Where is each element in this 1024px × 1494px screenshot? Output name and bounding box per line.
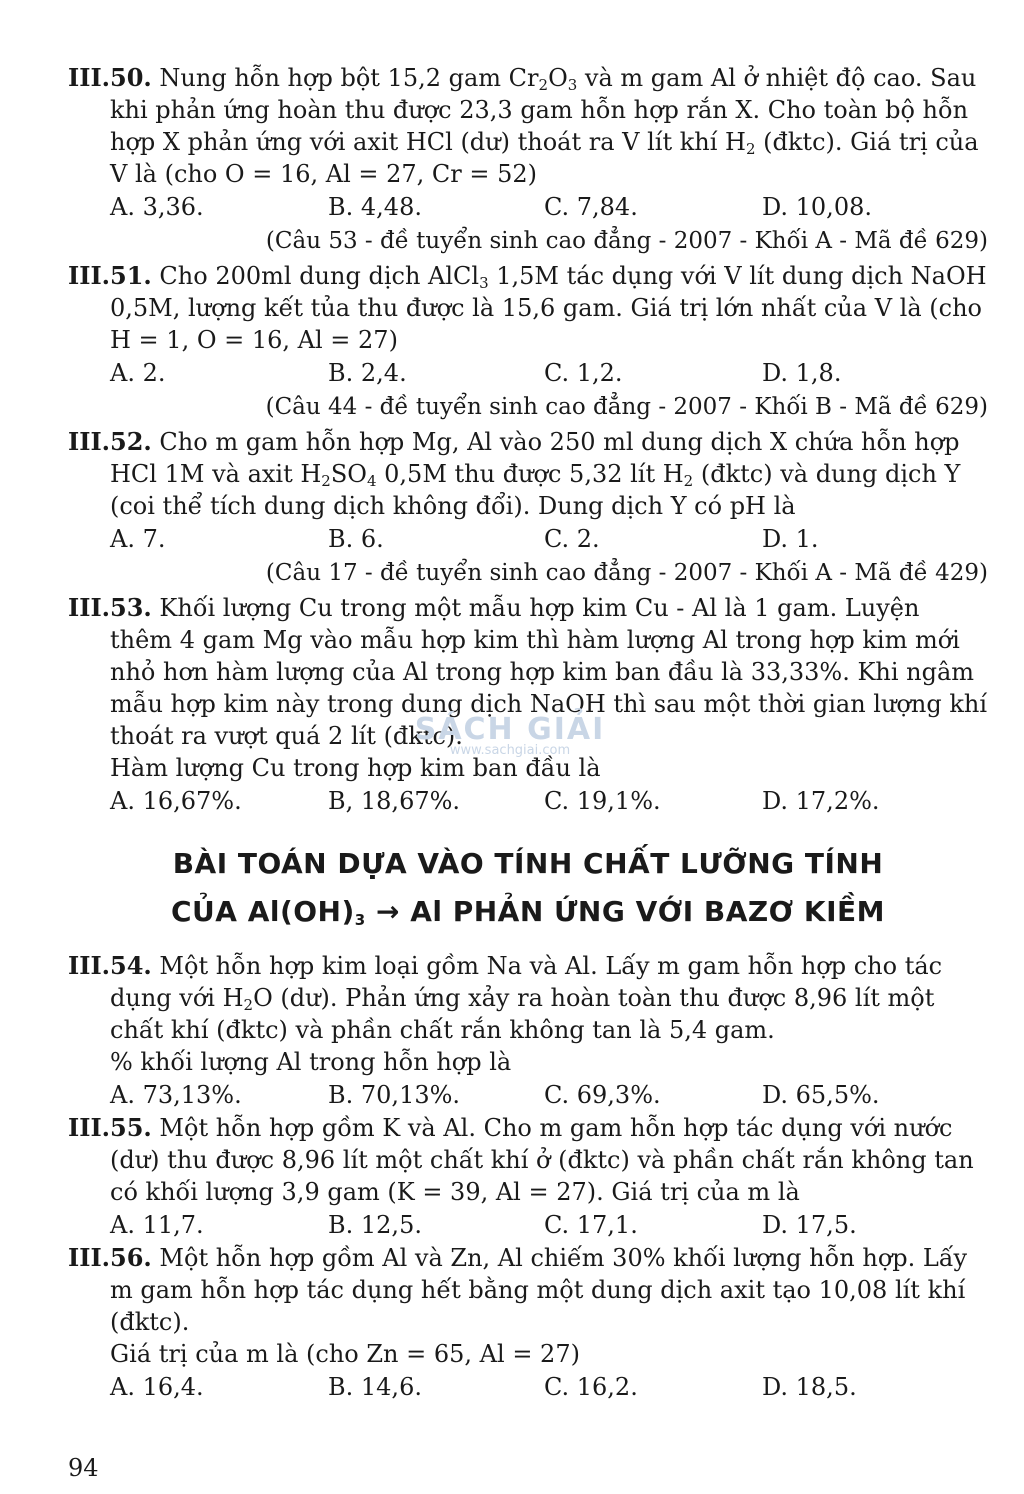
option-b: B. 4,48. bbox=[328, 193, 422, 221]
option-a: A. 7. bbox=[110, 525, 166, 553]
question-52-text: III.52. Cho m gam hỗn hợp Mg, Al vào 250 ml dung dịch X chứa hỗn hợp HCl 1M và axit $H_2SO_4$ 0,5M thu được 5,32 lít $H_2$ (đktc) và dung dịch Y (coi thể tích dung dịch không đổi). Dung dịch Y có pH là bbox=[68, 427, 961, 520]
option-d: D. 1,8. bbox=[762, 359, 842, 387]
option-b: B. 14,6. bbox=[328, 1373, 422, 1401]
option-d: D. 65,5%. bbox=[762, 1081, 880, 1109]
option-a: A. 3,36. bbox=[110, 193, 204, 221]
question-54-prompt: % khối lượng Al trong hỗn hợp là bbox=[110, 1048, 512, 1076]
option-c: C. 69,3%. bbox=[544, 1081, 661, 1109]
question-56-text: III.56. Một hỗn hợp gồm Al và Zn, Al chiếm 30% khối lượng hỗn hợp. Lấy m gam hỗn hợp tác dụng hết bằng một dung dịch axit tạo 10,08 lít khí (đktc). bbox=[68, 1243, 968, 1336]
question-56-prompt: Giá trị của m là (cho Zn = 65, Al = 27) bbox=[110, 1340, 580, 1368]
option-b: B. 70,13%. bbox=[328, 1081, 461, 1109]
question-55-options bbox=[68, 1208, 988, 1242]
option-b: B. 2,4. bbox=[328, 359, 407, 387]
question-55-text: III.55. Một hỗn hợp gồm K và Al. Cho m gam hỗn hợp tác dụng với nước (dư) thu được 8,96 lít một chất khí ở (đktc) và phần chất rắn không tan có khối lượng 3,9 gam (K = 39, Al = 27). Giá trị của m là bbox=[68, 1113, 974, 1206]
page-content bbox=[68, 62, 988, 1404]
question-52-number: III.52. bbox=[68, 427, 152, 456]
option-b: B. 12,5. bbox=[328, 1211, 422, 1239]
question-52-source: (Câu 17 - đề tuyển sinh cao đẳng - 2007 - Khối A - Mã đề 429) bbox=[265, 560, 988, 586]
question-56 bbox=[68, 1242, 988, 1370]
question-54-options bbox=[68, 1078, 988, 1112]
question-53 bbox=[68, 592, 988, 784]
option-c: C. 17,1. bbox=[544, 1211, 638, 1239]
option-d: D. 1. bbox=[762, 525, 819, 553]
question-50-number: III.50. bbox=[68, 63, 152, 92]
option-b: B. 6. bbox=[328, 525, 384, 553]
question-51-options bbox=[68, 356, 988, 390]
question-55-number: III.55. bbox=[68, 1113, 152, 1142]
option-d: D. 10,08. bbox=[762, 193, 872, 221]
question-51-text: III.51. Cho 200ml dung dịch AlCl$_3$ 1,5M tác dụng với V lít dung dịch NaOH 0,5M, lượng kết tủa thu được là 15,6 gam. Giá trị lớn nhất của V là (cho H = 1, O = 16, Al = 27) bbox=[68, 261, 987, 354]
question-53-text: III.53. Khối lượng Cu trong một mẫu hợp kim Cu - Al là 1 gam. Luyện thêm 4 gam Mg vào mẫu hợp kim thì hàm lượng Al trong hợp kim mới nhỏ hơn hàm lượng của Al trong hợp kim ban đầu là 33,33%. Khi ngâm mẫu hợp kim này trong dung dịch NaOH thì sau một thời gian lượng khí thoát ra vượt quá 2 lít (đktc). bbox=[68, 593, 987, 750]
option-c: C. 19,1%. bbox=[544, 787, 661, 815]
section-heading-line-1: BÀI TOÁN DỰA VÀO TÍNH CHẤT LƯỠNG TÍNH bbox=[172, 847, 884, 880]
section-heading-line-2: CỦA $Al(OH)_3 \to Al$ PHẢN ỨNG VỚI BAZƠ KIỀM bbox=[170, 895, 885, 929]
option-d: D. 17,5. bbox=[762, 1211, 857, 1239]
option-a: A. 16,67%. bbox=[110, 787, 242, 815]
option-c: C. 16,2. bbox=[544, 1373, 638, 1401]
option-d: D. 17,2%. bbox=[762, 787, 880, 815]
watermark-logo: SÁCH GIẢI bbox=[414, 712, 606, 747]
question-51 bbox=[68, 260, 988, 356]
watermark-url: www.sachgiai.com bbox=[449, 743, 571, 758]
page-number: 94 bbox=[68, 1454, 99, 1482]
option-d: D. 18,5. bbox=[762, 1373, 857, 1401]
option-a: A. 11,7. bbox=[110, 1211, 204, 1239]
question-56-options bbox=[68, 1370, 988, 1404]
option-a: A. 16,4. bbox=[110, 1373, 204, 1401]
question-53-number: III.53. bbox=[68, 593, 152, 622]
option-c: C. 1,2. bbox=[544, 359, 623, 387]
option-a: A. 2. bbox=[110, 359, 166, 387]
section-heading bbox=[68, 840, 988, 936]
question-50-source: (Câu 53 - đề tuyển sinh cao đẳng - 2007 - Khối A - Mã đề 629) bbox=[265, 228, 988, 254]
question-54 bbox=[68, 950, 988, 1078]
question-50-text: III.50. Nung hỗn hợp bột 15,2 gam $Cr_2O_3$ và m gam Al ở nhiệt độ cao. Sau khi phản ứng hoàn thu được 23,3 gam hỗn hợp rắn X. Cho toàn bộ hỗn hợp X phản ứng với axit HCl (dư) thoát ra V lít khí $H_2$ (đktc). Giá trị của V là (cho O = 16, Al = 27, Cr = 52) bbox=[68, 63, 979, 188]
question-56-number: III.56. bbox=[68, 1243, 152, 1272]
question-54-text: III.54. Một hỗn hợp kim loại gồm Na và Al. Lấy m gam hỗn hợp cho tác dụng với $H_2O$ (dư). Phản ứng xảy ra hoàn toàn thu được 8,96 lít một chất khí (đktc) và phần chất rắn không tan là 5,4 gam. bbox=[68, 951, 943, 1044]
question-50 bbox=[68, 62, 988, 190]
option-b: B, 18,67%. bbox=[328, 787, 461, 815]
option-c: C. 2. bbox=[544, 525, 600, 553]
question-55 bbox=[68, 1112, 988, 1208]
question-53-options bbox=[68, 784, 988, 818]
question-54-number: III.54. bbox=[68, 951, 152, 980]
question-51-number: III.51. bbox=[68, 261, 152, 290]
question-50-options bbox=[68, 190, 988, 224]
option-a: A. 73,13%. bbox=[110, 1081, 242, 1109]
question-53-prompt: Hàm lượng Cu trong hợp kim ban đầu là bbox=[110, 754, 601, 782]
option-c: C. 7,84. bbox=[544, 193, 638, 221]
question-51-source: (Câu 44 - đề tuyển sinh cao đẳng - 2007 - Khối B - Mã đề 629) bbox=[265, 394, 988, 420]
question-52-options bbox=[68, 522, 988, 556]
question-52 bbox=[68, 426, 988, 522]
